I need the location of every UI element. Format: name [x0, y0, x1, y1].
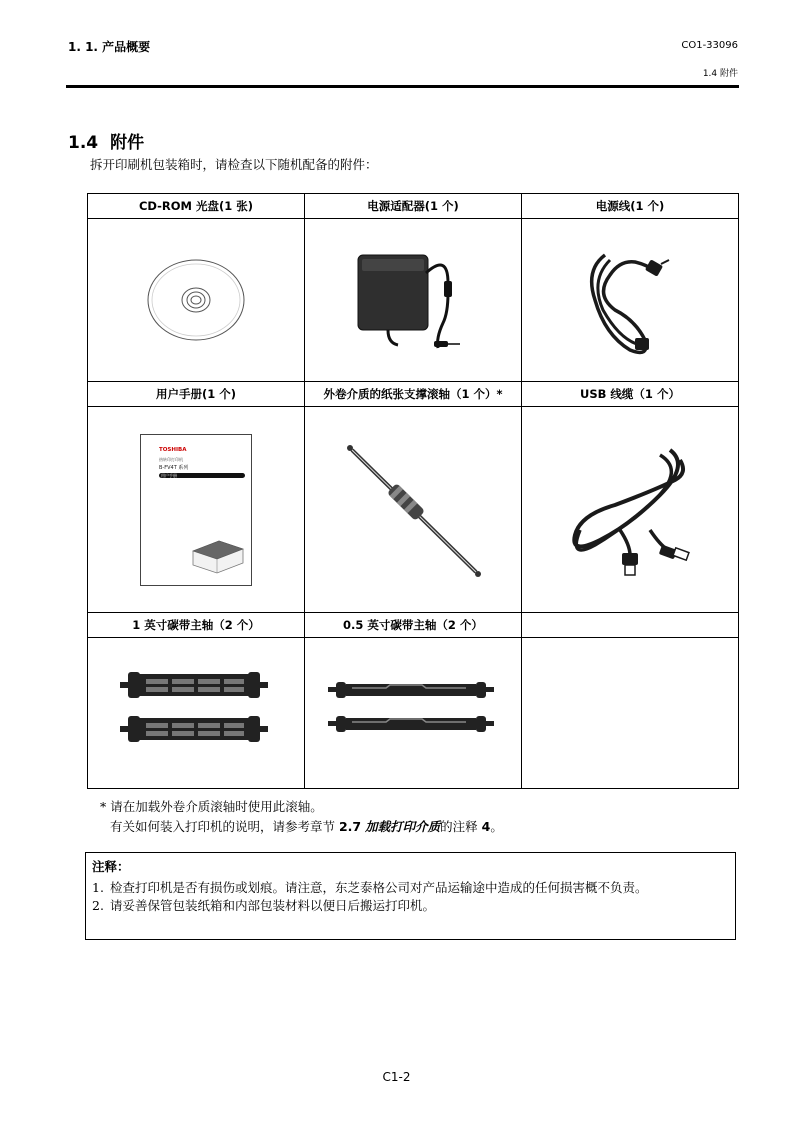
footnote-ref-link: 加载打印介质 — [365, 819, 441, 834]
item-image-cell-power-cord — [522, 219, 739, 382]
item-image-cell-cd-rom — [88, 219, 305, 382]
item-label-empty — [522, 613, 739, 638]
item-label-user-manual: 用户手册(1 个) — [88, 382, 305, 407]
ribbon-shaft-05inch-icon — [326, 678, 501, 748]
note-number: 1. — [92, 880, 104, 895]
note-text: 检查打印机是否有损伤或划痕。请注意，东芝泰格公司对产品运输途中造成的任何损害概不负责。 — [110, 880, 648, 895]
note-item — [92, 879, 729, 897]
item-image-cell-ribbon-shaft-1inch — [88, 638, 305, 789]
item-label-usb-cable: USB 线缆（1 个） — [522, 382, 739, 407]
cd-rom-icon — [141, 255, 251, 345]
accessories-table — [87, 193, 739, 789]
section-number: 1.4 — [68, 133, 99, 153]
header-chapter: 1. 1. 产品概要 — [68, 40, 151, 54]
item-image-cell-user-manual — [88, 407, 305, 613]
item-image-cell-usb-cable — [522, 407, 739, 613]
item-label-ribbon-shaft-05inch: 0.5 英寸碳带主轴（2 个） — [305, 613, 522, 638]
printer-icon — [187, 537, 247, 577]
manual-brand: TOSHIBA — [159, 446, 187, 453]
item-image-cell-ribbon-shaft-05inch — [305, 638, 522, 789]
item-label-power-adapter: 电源适配器(1 个) — [305, 194, 522, 219]
note-item — [92, 897, 729, 915]
footnote-prefix: 有关如何装入打印机的说明，请参考章节 — [110, 819, 339, 834]
header-rule — [66, 85, 739, 88]
power-cord-icon — [575, 240, 685, 360]
item-image-cell-power-adapter — [305, 219, 522, 382]
section-title — [68, 128, 144, 153]
usb-cable-icon — [560, 435, 700, 585]
header-doc-number: CO1-33096 — [681, 40, 738, 51]
notes-title: 注释： — [92, 859, 130, 874]
item-label-power-cord: 电源线(1 个) — [522, 194, 739, 219]
footnote-section: 2.7 — [338, 819, 362, 834]
item-label-cd-rom: CD-ROM 光盘(1 张) — [88, 194, 305, 219]
power-adapter-icon — [348, 243, 478, 358]
manual-subtitle: 热转印打印机 — [159, 456, 183, 462]
manual-model: B-FV4T 系列 — [159, 464, 189, 471]
ribbon-shaft-1inch-icon — [116, 668, 276, 758]
page-number: C1-2 — [382, 1070, 411, 1084]
item-image-cell-media-roller — [305, 407, 522, 613]
footnote-suffix: 。 — [490, 819, 503, 834]
manual-doc-bar — [159, 473, 245, 478]
section-intro: 拆开印刷机包装箱时，请检查以下随机配备的附件： — [90, 157, 378, 172]
footnote-mid: 的注释 — [440, 819, 482, 834]
footnote-note-num: 4 — [481, 819, 491, 834]
note-text: 请妥善保管包装纸箱和内部包装材料以便日后搬运打印机。 — [110, 898, 436, 913]
manual-doc-type: 用户手册 — [161, 472, 177, 478]
footnote-line-1: * 请在加载外卷介质滚轴时使用此滚轴。 — [100, 799, 323, 814]
item-label-ribbon-shaft-1inch: 1 英寸碳带主轴（2 个） — [88, 613, 305, 638]
item-label-media-roller: 外卷介质的纸张支撑滚轴（1 个）* — [305, 382, 522, 407]
user-manual-icon — [140, 434, 252, 586]
footnote-line-2 — [110, 817, 503, 835]
note-number: 2. — [92, 898, 104, 913]
media-roller-icon — [338, 440, 488, 580]
header-section-ref: 1.4 附件 — [702, 69, 738, 79]
item-image-cell-empty — [522, 638, 739, 789]
notes-box — [85, 852, 736, 940]
section-title-text: 附件 — [110, 133, 145, 153]
